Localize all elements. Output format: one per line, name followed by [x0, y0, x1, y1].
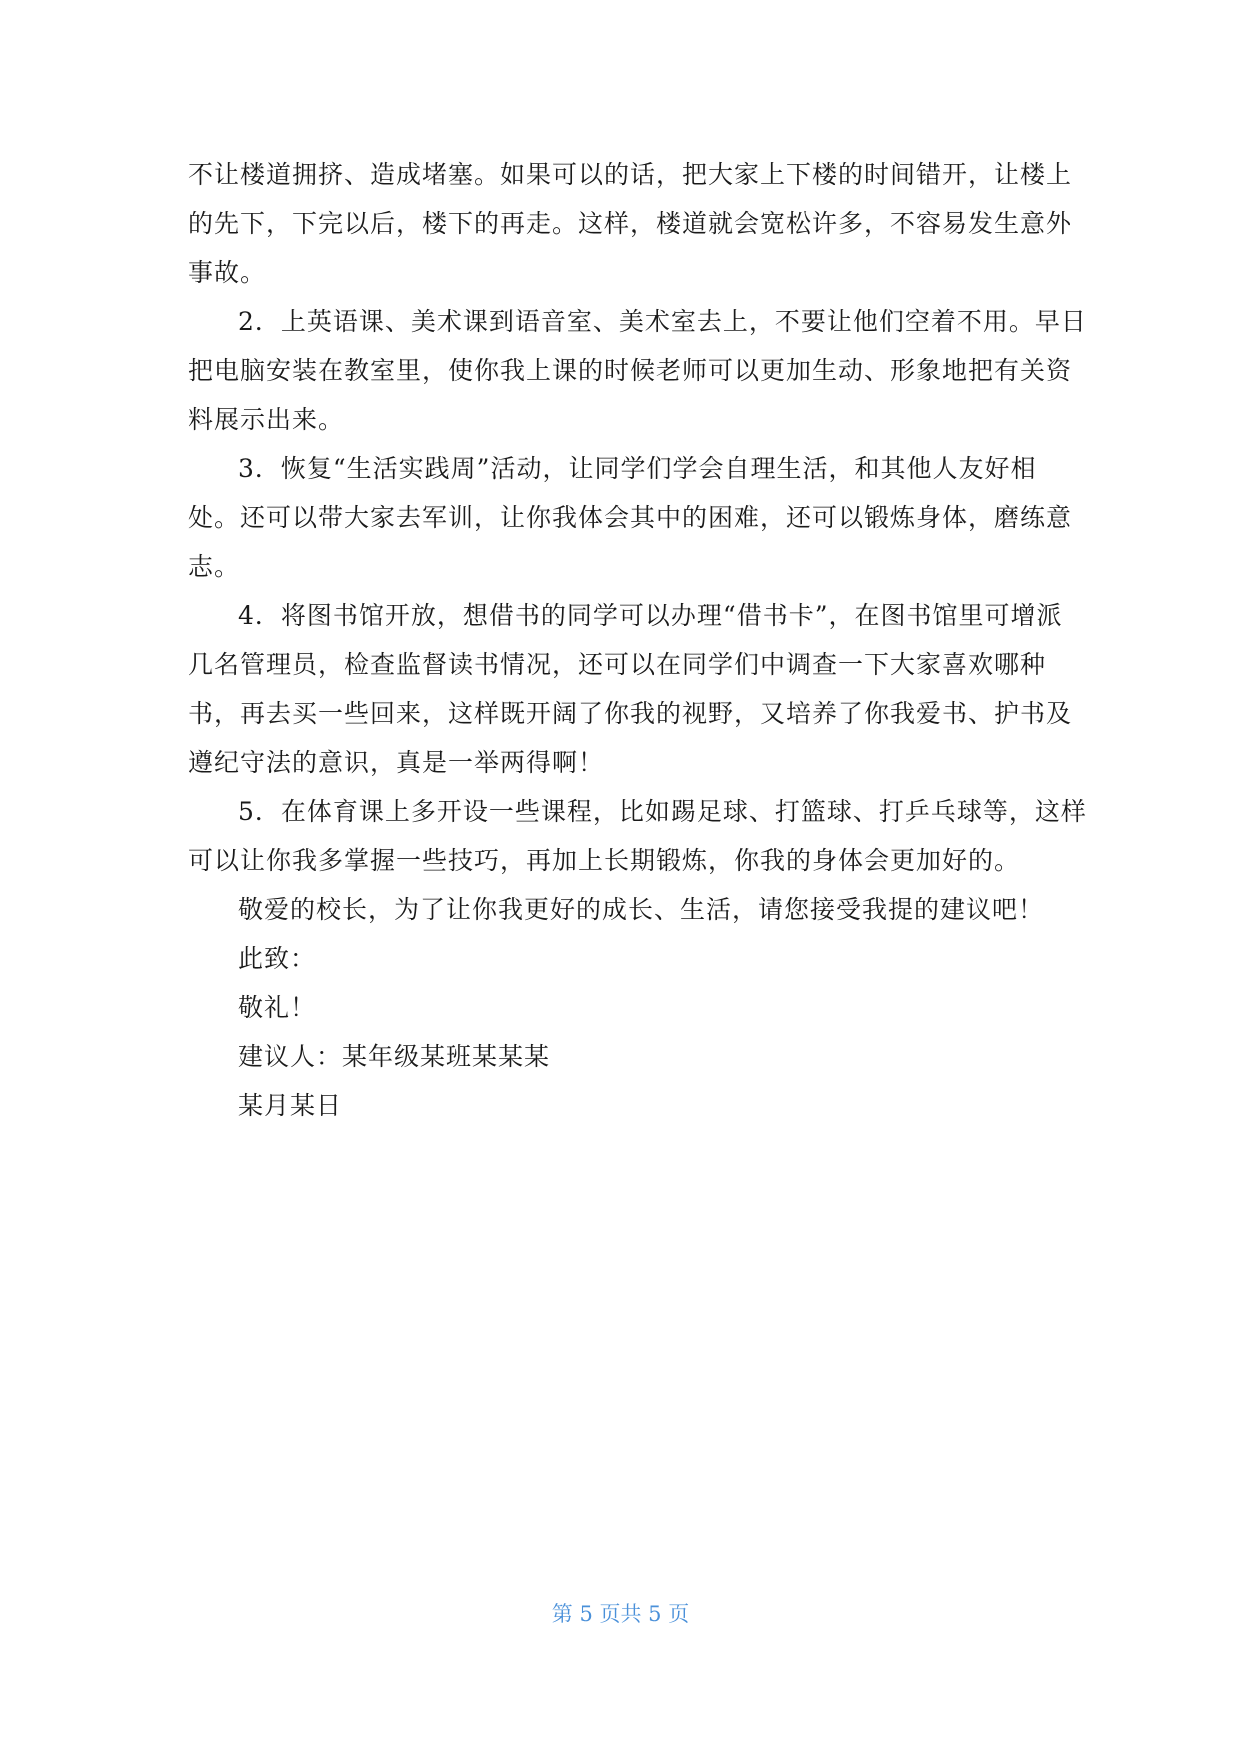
signature: 建议人：某年级某班某某某 — [238, 1042, 551, 1071]
text-line: 3．恢复“生活实践周”活动，让同学们学会自理生活，和其他人友好相 — [238, 454, 1037, 483]
text-line: 2．上英语课、美术课到语音室、美术室去上，不要让他们空着不用。早日 — [238, 307, 1087, 336]
text-line: 志。 — [188, 552, 241, 581]
text-line: 书，再去买一些回来，这样既开阔了你我的视野，又培养了你我爱书、护书及 — [188, 699, 1073, 728]
text-line: 处。还可以带大家去军训，让你我体会其中的困难，还可以锻炼身体，磨练意 — [188, 503, 1073, 532]
text-line: 的先下，下完以后，楼下的再走。这样，楼道就会宽松许多，不容易发生意外 — [188, 209, 1073, 238]
text-line: 遵纪守法的意识，真是一举两得啊！ — [188, 748, 605, 777]
salutation: 此致： — [238, 944, 317, 973]
text-line: 5．在体育课上多开设一些课程，比如踢足球、打篮球、打乒乓球等，这样 — [238, 797, 1087, 826]
text-line: 不让楼道拥挤、造成堵塞。如果可以的话，把大家上下楼的时间错开，让楼上 — [188, 160, 1073, 189]
text-line: 4．将图书馆开放，想借书的同学可以办理“借书卡”，在图书馆里可增派 — [238, 601, 1063, 630]
text-line: 料展示出来。 — [188, 405, 345, 434]
closing-line: 敬爱的校长，为了让你我更好的成长、生活，请您接受我提的建议吧！ — [238, 895, 1045, 924]
page-number-footer: 第 5 页共 5 页 — [551, 1602, 690, 1626]
text-line: 几名管理员，检查监督读书情况，还可以在同学们中调查一下大家喜欢哪种 — [188, 650, 1047, 679]
salutation-regards: 敬礼！ — [238, 993, 317, 1022]
letter-body — [188, 150, 1087, 1130]
text-line: 可以让你我多掌握一些技巧，再加上长期锻炼，你我的身体会更加好的。 — [188, 846, 1021, 875]
date-line: 某月某日 — [238, 1091, 343, 1120]
text-line: 把电脑安装在教室里，使你我上课的时候老师可以更加生动、形象地把有关资 — [188, 356, 1073, 385]
text-line: 事故。 — [188, 258, 267, 287]
